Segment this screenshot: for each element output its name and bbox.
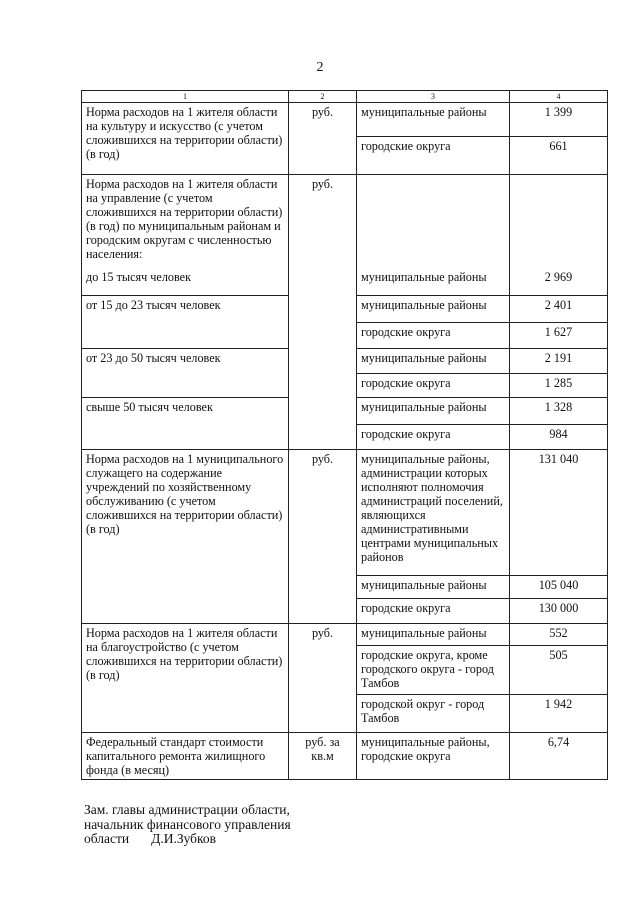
unit-cell: руб. <box>289 103 357 175</box>
value-cell: 6,74 <box>510 733 608 780</box>
value-cell: 1 399 <box>510 103 608 137</box>
unit-cell: руб. <box>289 175 357 450</box>
norm-label-management: Норма расходов на 1 жителя области на управление (с учетом сложившихся на территории области) (в год) по муниципальным районам и городским округам с численностью населения: <box>82 175 289 268</box>
value-cell: 1 328 <box>510 398 608 425</box>
table-row <box>82 733 608 780</box>
column-header: 4 <box>510 91 608 103</box>
value-cell: 2 191 <box>510 349 608 374</box>
population-group: до 15 тысяч человек <box>82 268 289 296</box>
district-cell: муниципальные районы <box>357 349 510 374</box>
value-cell-empty <box>510 175 608 268</box>
table-row <box>82 175 608 268</box>
district-cell: муниципальные районы <box>357 103 510 137</box>
norm-label-maintenance: Норма расходов на 1 муниципального служащего на содержание учреждений по хозяйственному обслуживанию (с учетом сложившихся на территории области) (в год) <box>82 450 289 624</box>
signer-title-line: Зам. главы администрации области, <box>84 802 290 817</box>
signer-title-word: области <box>84 831 130 846</box>
signer-title-line <box>84 832 291 847</box>
norms-table <box>81 90 608 780</box>
district-cell: городской округ - город Тамбов <box>357 695 510 733</box>
table-row <box>82 103 608 137</box>
value-cell: 105 040 <box>510 576 608 599</box>
column-header: 1 <box>82 91 289 103</box>
district-cell: муниципальные районы, городские округа <box>357 733 510 780</box>
signer-title-line: начальник финансового управления <box>84 816 291 832</box>
page-number: 2 <box>316 60 324 75</box>
population-group: от 23 до 50 тысяч человек <box>82 349 289 398</box>
table-row <box>82 450 608 576</box>
district-cell: городские округа <box>357 599 510 624</box>
district-cell: городские округа <box>357 374 510 398</box>
population-group: свыше 50 тысяч человек <box>82 398 289 450</box>
district-cell: городские округа <box>357 137 510 175</box>
district-cell: городские округа, кроме городского округа - город Тамбов <box>357 646 510 695</box>
header-row <box>82 91 608 103</box>
value-cell: 1 942 <box>510 695 608 733</box>
value-cell: 505 <box>510 646 608 695</box>
norm-label-culture: Норма расходов на 1 жителя области на культуру и искусство (с учетом сложившихся на территории области) (в год) <box>82 103 289 175</box>
value-cell: 552 <box>510 624 608 646</box>
signature-block <box>84 803 291 847</box>
population-group: от 15 до 23 тысяч человек <box>82 296 289 349</box>
district-cell: городские округа <box>357 425 510 450</box>
column-header: 3 <box>357 91 510 103</box>
district-cell: городские округа <box>357 323 510 349</box>
district-cell: муниципальные районы <box>357 398 510 425</box>
unit-cell: руб. за кв.м <box>289 733 357 780</box>
value-cell: 661 <box>510 137 608 175</box>
column-header: 2 <box>289 91 357 103</box>
district-cell: муниципальные районы, администрации которых исполняют полномочия администраций поселений, являющихся административными центрами муниципальных районов <box>357 450 510 576</box>
value-cell: 1 285 <box>510 374 608 398</box>
table-row <box>82 624 608 646</box>
norm-label-capital-repair: Федеральный стандарт стоимости капитального ремонта жилищного фонда (в месяц) <box>82 733 289 780</box>
norm-label-landscaping: Норма расходов на 1 жителя области на благоустройство (с учетом сложившихся на территории области) (в год) <box>82 624 289 733</box>
value-cell: 984 <box>510 425 608 450</box>
district-cell: муниципальные районы <box>357 296 510 323</box>
district-cell: муниципальные районы <box>357 624 510 646</box>
district-cell: муниципальные районы <box>357 576 510 599</box>
value-cell: 2 969 <box>510 268 608 296</box>
unit-cell: руб. <box>289 624 357 733</box>
unit-cell: руб. <box>289 450 357 624</box>
district-cell: муниципальные районы <box>357 268 510 296</box>
value-cell: 130 000 <box>510 599 608 624</box>
value-cell: 1 627 <box>510 323 608 349</box>
signatory-name: Д.И.Зубков <box>151 831 217 846</box>
value-cell: 131 040 <box>510 450 608 576</box>
value-cell: 2 401 <box>510 296 608 323</box>
district-cell-empty <box>357 175 510 268</box>
